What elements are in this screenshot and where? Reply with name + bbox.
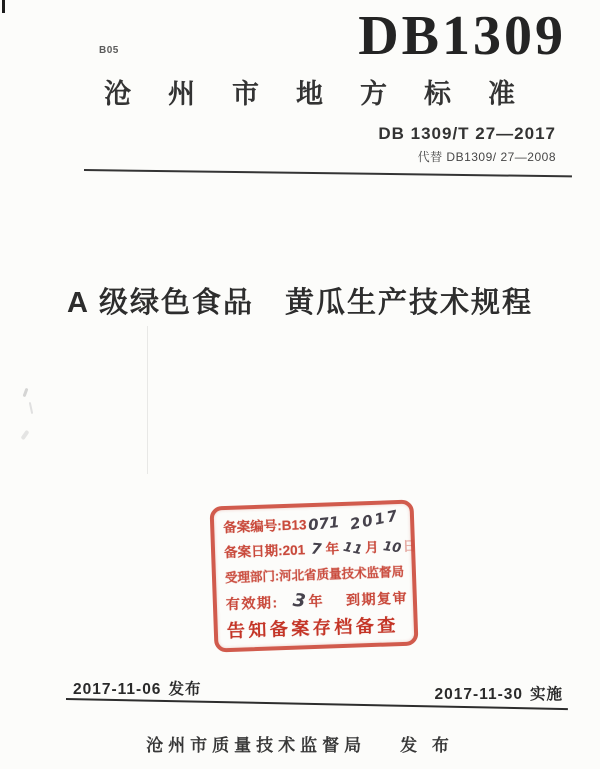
document-title: A 级绿色食品 黄瓜生产技术规程: [67, 287, 533, 319]
registration-stamp: [210, 499, 419, 652]
standard-code-logo: DB1309: [358, 5, 566, 67]
year-unit: 年: [325, 541, 340, 557]
standard-category-title: 沧州市地方标准: [104, 79, 552, 109]
issue-date-line: [73, 677, 201, 699]
scan-artifact-pencil-mark: [29, 402, 33, 414]
scan-artifact-corner-tick: [2, 0, 5, 13]
scan-artifact-crease: [147, 326, 148, 474]
validity-label: 有效期:: [225, 594, 279, 613]
day-unit: 日: [402, 538, 417, 554]
implement-date-line: [435, 682, 563, 704]
implement-label: 实施: [529, 686, 563, 703]
scan-artifact-pencil-mark: [20, 430, 29, 440]
stamp-accepting-department-line: 受理部门:河北省质量技术监督局: [224, 564, 405, 586]
header-divider-rule: [84, 169, 572, 177]
issue-date: 2017-11-06: [73, 681, 162, 698]
stamp-record-date-label: 备案日期:201: [223, 542, 306, 561]
standard-number: DB 1309/T 27—2017: [378, 124, 556, 143]
handwritten-day: 10: [381, 539, 402, 557]
handwritten-year-digit: 7: [310, 539, 323, 559]
publisher-line: [0, 731, 600, 756]
validity-year-unit: 年: [308, 592, 325, 610]
publisher-name: 沧州市质量技术监督局: [146, 736, 367, 755]
scan-artifact-pencil-mark: [23, 388, 29, 397]
replaces-note: 代替 DB1309/ 27—2008: [417, 150, 556, 164]
publish-label: 发 布: [400, 736, 454, 755]
stamp-notice-line: 告知备案存档备查: [226, 615, 400, 642]
handwritten-validity-years: 3: [291, 589, 308, 613]
month-unit: 月: [364, 539, 379, 556]
handwritten-record-number: 071: [307, 513, 341, 535]
handwritten-year-scrawl: 2017: [348, 506, 401, 534]
handwritten-month: 11: [341, 539, 365, 559]
stamp-record-number-label: 备案编号:B13: [222, 517, 307, 536]
implement-date: 2017-11-30: [434, 686, 523, 703]
issue-label: 发布: [168, 681, 202, 698]
review-note: 到期复审: [345, 589, 409, 608]
document-class-code: B05: [99, 45, 119, 56]
